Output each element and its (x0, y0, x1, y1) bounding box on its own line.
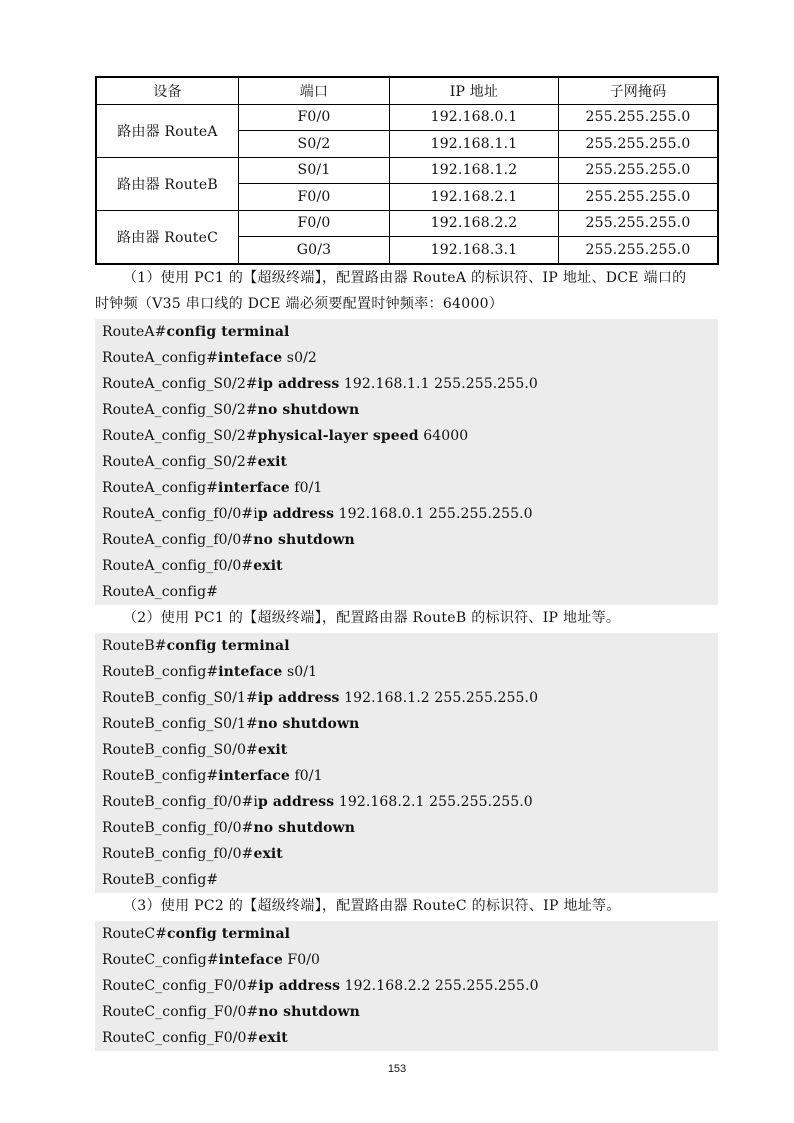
ip-cell: 192.168.1.2 (390, 157, 559, 184)
code-argument: 192.168.2.2 255.255.255.0 (340, 977, 539, 994)
code-prompt: RouteB_config_S0/1# (102, 715, 258, 732)
code-line (102, 633, 718, 659)
code-prompt: RouteC_config# (102, 951, 219, 968)
code-prompt: RouteB_config_f0/0#i (102, 793, 259, 810)
code-command: exit (258, 1029, 288, 1046)
code-prompt: RouteA_config_S0/2# (102, 427, 258, 444)
ip-cell: 192.168.3.1 (390, 237, 559, 264)
step-1-instruction-line-2: 时钟频（V35 串口线的 DCE 端必须要配置时钟频率：64000） (95, 295, 504, 312)
code-command: no shutdown (253, 531, 355, 548)
port-cell: F0/0 (239, 104, 390, 131)
ip-cell: 192.168.1.1 (390, 131, 559, 158)
header-subnet-mask: 子网掩码 (559, 77, 719, 104)
code-line (102, 921, 718, 947)
table-row (96, 210, 718, 237)
page-number: 153 (387, 1063, 407, 1075)
code-line (102, 973, 718, 999)
code-command: no shutdown (257, 715, 360, 732)
code-line (102, 1025, 718, 1051)
table-row (96, 157, 718, 184)
device-cell: 路由器 RouteB (96, 157, 239, 210)
table-row (96, 104, 718, 131)
code-command: no shutdown (253, 819, 355, 836)
code-line (102, 345, 718, 371)
code-command: no shutdown (258, 1003, 360, 1020)
code-prompt: RouteB_config# (102, 871, 219, 888)
code-line (102, 711, 718, 737)
code-prompt: RouteB_config_f0/0# (102, 819, 254, 836)
code-line (102, 763, 718, 789)
code-line (102, 659, 718, 685)
code-argument: f0/1 (289, 479, 323, 496)
code-line (102, 527, 718, 553)
code-argument: 192.168.1.1 255.255.255.0 (339, 375, 538, 392)
ip-cell: 192.168.0.1 (390, 104, 559, 131)
code-command: ip address (257, 375, 340, 392)
code-command: interface (218, 767, 290, 784)
header-device: 设备 (96, 77, 239, 104)
code-line (102, 685, 718, 711)
code-command: no shutdown (257, 401, 360, 418)
code-prompt: RouteA_config_S0/2# (102, 401, 258, 418)
code-line (102, 449, 718, 475)
table-header-row (96, 77, 718, 104)
routea-config-code-block (95, 319, 718, 605)
routec-config-code-block (95, 921, 718, 1051)
ip-address-table (95, 76, 719, 265)
mask-cell: 255.255.255.0 (559, 157, 719, 184)
port-cell: S0/2 (239, 131, 390, 158)
code-command: exit (253, 557, 283, 574)
code-prompt: RouteA_config_f0/0#i (102, 505, 258, 522)
code-prompt: RouteC_config_F0/0# (102, 1029, 259, 1046)
code-argument: F0/0 (282, 951, 321, 968)
code-command: ip address (257, 689, 340, 706)
code-prompt: RouteC_config_F0/0# (102, 1003, 259, 1020)
code-command: config terminal (166, 637, 290, 654)
code-prompt: RouteA_config# (102, 349, 219, 366)
device-cell: 路由器 RouteA (96, 104, 239, 157)
code-command: interface (218, 479, 290, 496)
code-argument: 192.168.0.1 255.255.255.0 (334, 505, 533, 522)
code-argument: s0/2 (282, 349, 317, 366)
page-content (95, 76, 718, 1051)
step-1-instruction-line-1: （1）使用 PC1 的【超级终端】，配置路由器 RouteA 的标识符、IP 地址、DCE 端口的 (123, 269, 687, 286)
code-line (102, 579, 718, 605)
step-2-instruction: （2）使用 PC1 的【超级终端】，配置路由器 RouteB 的标识符、IP 地址等。 (123, 609, 621, 626)
code-prompt: RouteB_config# (102, 663, 219, 680)
code-prompt: RouteB_config_f0/0# (102, 845, 254, 862)
step-3-instruction: （3）使用 PC2 的【超级终端】，配置路由器 RouteC 的标识符、IP 地址等。 (123, 897, 621, 914)
code-prompt: RouteB_config_S0/0# (102, 741, 258, 758)
header-port: 端口 (239, 77, 390, 104)
code-line (102, 947, 718, 973)
code-command: inteface (218, 349, 283, 366)
mask-cell: 255.255.255.0 (559, 237, 719, 264)
code-line (102, 423, 718, 449)
code-argument: f0/1 (289, 767, 323, 784)
code-argument: s0/1 (282, 663, 318, 680)
port-cell: G0/3 (239, 237, 390, 264)
port-cell: F0/0 (239, 210, 390, 237)
mask-cell: 255.255.255.0 (559, 184, 719, 211)
code-prompt: RouteB_config_S0/1# (102, 689, 258, 706)
port-cell: F0/0 (239, 184, 390, 211)
code-command: p address (257, 505, 335, 522)
code-line (102, 789, 718, 815)
ip-cell: 192.168.2.2 (390, 210, 559, 237)
code-command: inteface (218, 663, 283, 680)
code-argument: 64000 (418, 427, 469, 444)
mask-cell: 255.255.255.0 (559, 131, 719, 158)
code-prompt: RouteA_config# (102, 479, 219, 496)
code-command: p address (258, 793, 335, 810)
code-line (102, 397, 718, 423)
code-command: config terminal (167, 925, 291, 942)
code-line (102, 475, 718, 501)
code-line (102, 999, 718, 1025)
code-line (102, 553, 718, 579)
mask-cell: 255.255.255.0 (559, 210, 719, 237)
header-ip-address: IP 地址 (390, 77, 559, 104)
code-line (102, 867, 718, 893)
code-prompt: RouteB# (102, 637, 167, 654)
port-cell: S0/1 (239, 157, 390, 184)
routeb-config-code-block (95, 633, 718, 893)
code-argument: 192.168.1.2 255.255.255.0 (339, 689, 539, 706)
code-prompt: RouteA_config# (102, 583, 219, 600)
code-prompt: RouteC# (102, 925, 168, 942)
code-command: config terminal (166, 323, 290, 340)
code-prompt: RouteA_config_f0/0# (102, 557, 254, 574)
code-command: exit (257, 453, 288, 470)
code-prompt: RouteA_config_S0/2# (102, 453, 258, 470)
code-line (102, 319, 718, 345)
mask-cell: 255.255.255.0 (559, 104, 719, 131)
code-line (102, 737, 718, 763)
code-prompt: RouteA_config_S0/2# (102, 375, 258, 392)
code-argument: 192.168.2.1 255.255.255.0 (334, 793, 533, 810)
code-line (102, 501, 718, 527)
code-line (102, 815, 718, 841)
device-cell: 路由器 RouteC (96, 210, 239, 264)
code-command: exit (257, 741, 288, 758)
code-prompt: RouteA# (102, 323, 167, 340)
code-command: physical-layer speed (257, 427, 419, 444)
code-prompt: RouteB_config# (102, 767, 219, 784)
code-prompt: RouteA_config_f0/0# (102, 531, 254, 548)
code-command: exit (253, 845, 283, 862)
ip-cell: 192.168.2.1 (390, 184, 559, 211)
code-command: inteface (218, 951, 283, 968)
code-command: ip address (258, 977, 341, 994)
code-prompt: RouteC_config_F0/0# (102, 977, 259, 994)
code-line (102, 371, 718, 397)
code-line (102, 841, 718, 867)
